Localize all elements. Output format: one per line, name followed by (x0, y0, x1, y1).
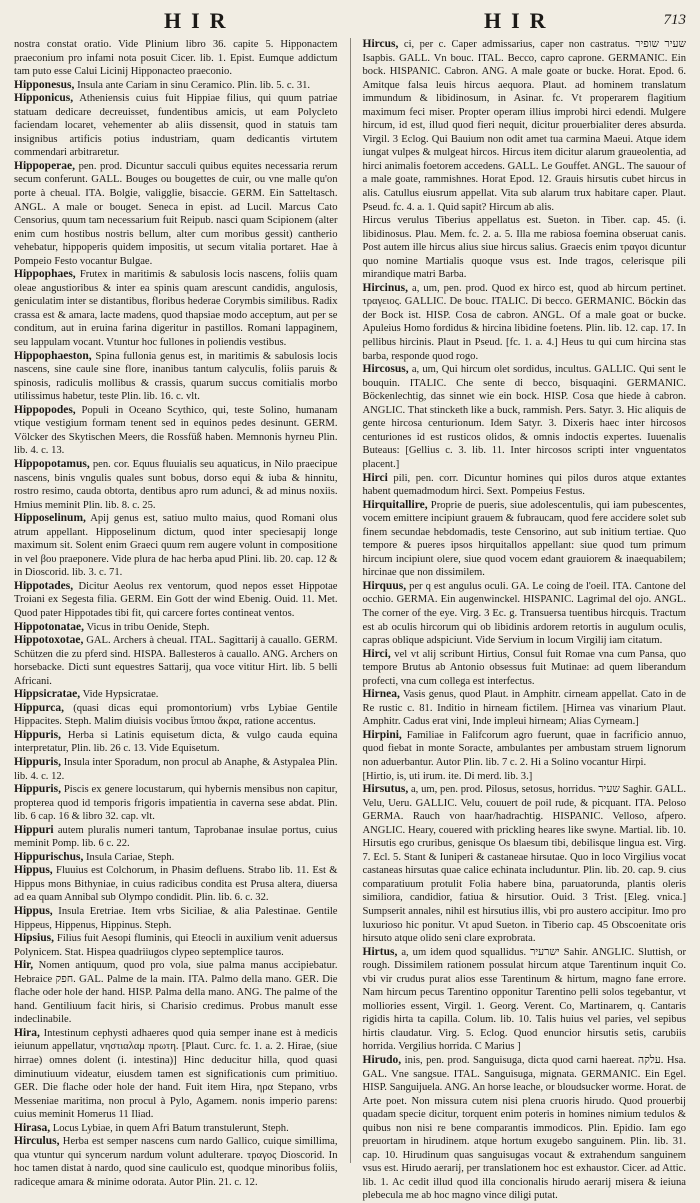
entry-text: Dicitur Aeolus rex ventorum, quod nepos esset Hippotae Troiani ex Segesta filia. GERM. Ein Gott der wind Ebenig. Ouid. 11. Met. Quod pater Hippotades tibi fit, qui carcere fortes contineat ventos. (14, 580, 338, 619)
entry-text: Insula ante Cariam in sinu Ceramico. Plin. lib. 5. c. 31. (77, 79, 311, 91)
entry-headword: Hippotoxotae, (14, 634, 84, 647)
entry-text: Vide Hypsicratae. (82, 689, 159, 701)
entry-headword: Hirasa, (14, 1121, 51, 1134)
dictionary-entry (14, 729, 338, 756)
dictionary-entry (363, 688, 687, 729)
entry-headword: Hirquitallire, (362, 498, 428, 511)
entry-headword: Hirquus, (362, 579, 407, 592)
entry-text: Filius fuit Aesopi fluminis, qui Eteocli in auxilium venit aduersus Polynicem. Stat. Hispea quadriiugos clypeo septemplice tauros. (14, 933, 338, 958)
entry-headword: Hirci (362, 471, 388, 484)
entry-text: Atheniensis cuius fuit Hippiae filius, qui quum patriae statuam dedicare decreuisset, fundentibus amicis, ut eam Polycleto faciendam locaret, vehementer ab aliis dissensit, quod in statuis tam insignibus artificis potius industriam, quam dedicantis virtutem commendari arbitraretur. (14, 93, 338, 159)
running-head-right: HIR (484, 8, 556, 33)
entry-headword: Hipponesus, (14, 78, 75, 91)
entry-text: Vicus in tribu Oenide, Steph. (86, 621, 210, 633)
entry-headword: Hippophaes, (14, 268, 76, 281)
entry-text: Locus Lybiae, in quem Afri Batum transtulerunt, Steph. (52, 1122, 289, 1134)
entry-text: Insula Eretriae. Item vrbs Siciliae, & alia Palestinae. Gentile Hippeus, Hippenus, Hippinus. Steph. (14, 906, 338, 931)
entry-headword: Hircus, (362, 38, 399, 50)
dictionary-entry (14, 702, 338, 729)
running-head (14, 8, 686, 34)
dictionary-entry (363, 1054, 687, 1203)
entry-headword: Hippuris, (14, 755, 61, 768)
entry-headword: Hirpini, (362, 728, 402, 741)
entry-headword: Hippotades, (14, 579, 74, 592)
dictionary-entry (14, 79, 338, 93)
entry-text: a, um, pen. prod. Quod ex hirco est, quod ab hircum pertinet. τραγειος. GALLIC. De bouc. ITALIC. Di becco. GERMANIC. Böckin das der Bock ist. HISP. Cosa de cabron. ANGL. Of a male goat or bucke. Apuleius Homo fordidus & hircina libidine foetens. Plin. lib. 12. cap. 17. In pellibus hircinis. Plaut in Pseud. [fc. 1. a. 4.] Heus tu qui cum hircina stas barba, responde quod rogo. (362, 282, 686, 362)
dictionary-entry (363, 282, 687, 363)
entry-text: ci, per c. Caper admissarius, caper non castratus. שעיר שופיר Isapbis. GALL. Vn bouc. ITAL. Becco, capro caprone. GERMANIC. Ein bock. HISPANIC. Cabron. ANG. A male goate or bucke. Horat. Epod. 6. Amitque falsa leuis hircus aequora. Plaut. ad hominem translatum immundum & libidinosum, in Asinar. fc. Vt properarem flagitium maximum feci miser. Propter operam illius improbi hirci edendi. Mulgere hircum, id est, illud quod fieri nequit, dicitur prouerbialiter deres absurda. Virgil. 3 Eclog. Qui Bauium non odit amet tua carmina Maeui. Atque idem iungat vulpes & mulgeat hircos. Hircus item dicitur alarum graueolentia, ad hirci animalis foetorem accedens. GALL. Le Gouffet. ANGL. The sauour of a male goate, rammishnes. Horat Epod. 12. Grauis hirsutis cubet hircus in alis. Catullus eiusrum appellat. Vita sub alarum trux habitare caper. Plaut. Pseud. fc. 4. a. 1. Quid sapit? Hircum ab alis. (362, 39, 687, 213)
entry-headword: Hipposelinum, (14, 512, 86, 525)
entry-headword: Hira, (14, 1026, 40, 1039)
dictionary-entry (14, 824, 338, 851)
entry-text: Intestinum cephysti adhaeres quod quia semper inane est à medicis ieiunum appellatur, νηστιαλαμ πρωτη. [Plaut. Curc. fc. 1. a. 2. Hirae, (siue hirrae) omnes dolent (i. intestina)] Hinc deducitur hilla, quod quasi diminutiuum videatur, eiusdem tamen est significationis cum primitiuo. GER. Die flache oder hole der hand. Fuit item Hira, ηρα Stepano, vrbs Messeniae maritima, non procul à Pylo, Agamem. nonis imperio parens: cuius meminit Homerus 11 Iliad. (14, 1027, 338, 1121)
right-column (362, 38, 687, 1202)
entry-text: Spina fullonia genus est, in maritimis & sabulosis locis nascens, sine caule sine flore, inanibus tantum calyculis, foliis paruis & spinosis, radiculis mollibus & crassis, quarum succus comitialis morbo utilissimus habetur, teste Plin. lib. 16. c. vlt. (14, 350, 338, 403)
entry-text: pen. prod. Dicuntur sacculi quibus equites necessaria rerum secum conferunt. GALL. Bouges ou bougettes de cuir, ou vne malle qu'on porte à cheual. ITA. Bolgie, valigglie, bisaccie. GERM. Ein Satteltasch. ANGL. A male or bouget. Seneca in epist. ad Lucil. Marcus Cato Censorius, quum tam necessarium fuit Reipub. nasci quam Scipionem (alter enim cum hostibus nostris bellum, alter cum moribus gessit) cantherio vehebatur, hippoperis quidem impositis, ut secum vitalia portaret. Hae à Pompeio Festo vocantur Bulgae. (14, 160, 338, 267)
dictionary-entry (14, 932, 338, 959)
entry-text: Populi in Oceano Scythico, qui, teste Solino, humanam vtique vestigium formam tenent sed in equinos pedes desinunt. GERM. Völcker des Skytischen Meers, die Rossfüß haben. Memnonis hyrneu Plin. lib. 4. c. 13. (14, 404, 338, 457)
entry-headword: Hippuris, (14, 728, 61, 741)
dictionary-entry (363, 648, 687, 689)
dictionary-entry (14, 268, 338, 349)
entry-headword: Hippsicratae, (14, 688, 81, 701)
entry-headword: Hippotonatae, (14, 620, 84, 633)
dictionary-entry (363, 499, 687, 580)
entry-headword: Hirtus, (362, 945, 398, 958)
entry-headword: Hirci, (362, 647, 391, 660)
entry-text: pen. cor. Equus fluuialis seu aquaticus, in Nilo praecipue nascens, binis vngulis quales sunt bobus, dorso equi & iuba & hinnitu, rostro resimo, cauda obtorta, dentibus apro rum adunci, & ad minus noxiis. Hmius meminit Plin. lib. 8. c. 25. (14, 458, 338, 511)
entry-text: Insula inter Sporadum, non procul ab Anaphe, & Astypalea Plin. lib. 4. c. 12. (14, 756, 338, 782)
entry-headword: Hirsutus, (362, 783, 409, 796)
entry-text: pili, pen. corr. Dicuntur homines qui pilos duros atque extantes habent quemadmodum hirci. Sext. Pompeius Festus. (362, 472, 686, 498)
entry-text: nostra constat oratio. Vide Plinium libro 36. capite 5. Hipponactem praeconium pro infami nota posuit Cicer. lib. 1. Epist. Eumque addictum tam puto esse Calui Licinij Hipponacteo praeconio. (14, 39, 338, 78)
entry-text: Frutex in maritimis & sabulosis locis nascens, foliis quam oleae angustioribus & inter ea spinis quam arescunt candidis, angulosis, geniculatim inter se distantibus, floribus hederae Corymbis similibus. Radix crassa est & amara, lacte madens, quod thapsiae modo acceptum, aut per se conditum, aut in eruina farina digeritur in pastillos. Romani lappaginem, seu lappulam vocant. Vtuntur hoc fullones in poliendis vestibus. (14, 269, 338, 349)
entry-text: Vasis genus, quod Plaut. in Amphitr. cirneam appellat. Cato in de Re rustic c. 81. Inditio in hirneam fictilem. [Hirnea vas vinarium Plaut. Amphitr. Cadus erat vini, Inde impleui hirneam; Alias Cyrneam.] (362, 689, 686, 728)
entry-headword: Hircinus, (362, 281, 408, 294)
entry-text: autem pluralis numeri tantum, Taprobanae insulae portus, cuius meminit Pomp. lib. 6 c. 22. (14, 824, 338, 850)
entry-text: Hircus verulus Tiberius appellatus est. Sueton. in Tiber. cap. 45. (i. libidinosus. Plau. Mem. fc. 2. a. 5. Illa me rabiosa foemina obseruat canis. Post autem ille hircus alius siue hircus salius. Graecis enim τραγοι dicuntur quo nomine Martialis quoque vsus est. Inde tragos, celerisque pili mirandique matri Barba. (362, 215, 686, 281)
entry-text: Fluuius est Colchorum, in Phasim defluens. Strabo lib. 11. Est & Hippus mons Bithyniae, in cuius radicibus condita est Prusa altera, diuersa ad ea quam Annibal sub Olympo condidit. Plin. lib. 6. c. 32. (14, 865, 338, 904)
dictionary-entry (14, 634, 338, 688)
dictionary-entry (14, 864, 338, 905)
dictionary-entry (363, 729, 687, 770)
entry-text: [Hirtio, is, uti irum. ite. Di merd. lib. 3.] (362, 770, 533, 782)
entry-headword: Hipsius, (14, 932, 54, 945)
running-head-left: HIR (164, 8, 236, 33)
dictionary-entry (14, 512, 338, 580)
entry-text: per q est angulus oculi. GA. Le coing de l'oeil. ITA. Cantone del occhio. GERMA. Ein augenwinckel. HISPANIC. Lagrimal del ojo. ANGL. The corner of the eye. Virg. 3 Ec. g. Transuersa tuentibus hircquis. Tractum est ab oculis hircorum qui ob libidinis ardorem retortis in augulum oculis, capras oblique adspiciunt. Vide Servium in locum Virgilij iam citatum. (362, 580, 686, 647)
entry-headword: Hippopotamus, (14, 457, 90, 470)
dictionary-entry (363, 363, 687, 471)
entry-headword: Hipponicus, (14, 92, 74, 105)
dictionary-entry (14, 404, 338, 458)
entry-headword: Hippuris, (14, 783, 61, 796)
dictionary-entry (14, 1135, 338, 1189)
entry-text: Nomen antiquum, quod pro vola, siue palma manus accipiebatur. Hebraice חפק. GAL. Palme de la main. ITA. Palmo della mano. GER. Die flache oder hole der hand. HISP. Palma della mano. ANG. The palme of the hand. Gentiliuum facit hiris, si Charisio credimus. Probus manult esse indeclinabile. (14, 960, 338, 1026)
dictionary-entry (363, 946, 687, 1054)
dictionary-entry (363, 38, 687, 214)
entry-text: Proprie de pueris, siue adolescentulis, qui iam pubescentes, vocem emittere incipiunt grauem & fubraucam, quod fere accidere solet sub finem secundae hebdomadis, teste Censorino, aut sub initium tertiae. Quo tempore & pueres ipsos hirquitallos appellant: siue quod tum primum hircum incipiunt olere, siue quod vocem edant grauiorem & inaequabilem; hircinae que non dissimilem. (362, 499, 686, 579)
dictionary-entry (14, 756, 338, 783)
entry-headword: Hippus, (14, 864, 53, 877)
entry-text: Herba est semper nascens cum nardo Gallico, cuique simillima, qua vtuntur qui syncerum nardum volunt adulterare. τραγος Dioscorid. In hoc tamen distat à nardo, quod sine cauliculo est, quodque minoribus foliis, radiceque amara & minime odorata. Autor Plin. 21. c. 12. (14, 1136, 338, 1188)
dictionary-entry (14, 580, 338, 621)
dictionary-entry (14, 783, 338, 824)
dictionary-entry (14, 458, 338, 512)
dictionary-entry (363, 770, 687, 784)
entry-headword: Hippoperae, (14, 159, 76, 172)
entry-text: Insula Cariae, Steph. (86, 851, 175, 863)
entry-headword: Hippus, (14, 905, 53, 917)
entry-text: vel vt alij scribunt Hirtius, Consul fuit Romae vna cum Pansa, quo tempore Brutus ab Antonio obsessus fuit Mutinae: ad quem liberandum profecti, vna cum collega est interfectus. (362, 648, 686, 687)
dictionary-entry (14, 160, 338, 268)
dictionary-entry (14, 350, 338, 404)
dictionary-entry (14, 905, 338, 932)
entry-text: Piscis ex genere locustarum, qui hybernis mensibus non capitur, propterea quod id temporis frigoris impatientia in caverna sese abdat. Plin. lib. 6 cap. 16 & libro 32. cap. vlt. (14, 784, 338, 823)
dictionary-entry (363, 783, 687, 946)
dictionary-entry (14, 959, 338, 1027)
entry-headword: Hippurischus, (14, 850, 84, 863)
dictionary-entry (14, 1027, 338, 1122)
entry-headword: Hippopodes, (14, 403, 76, 416)
dictionary-entry (14, 38, 338, 79)
entry-headword: Hippuri (14, 823, 54, 836)
dictionary-columns (14, 38, 687, 1202)
left-column (14, 38, 338, 1188)
entry-headword: Hir, (14, 959, 34, 972)
dictionary-entry (363, 580, 687, 648)
dictionary-entry (14, 688, 338, 702)
dictionary-entry (14, 92, 338, 160)
entry-text: (quasi dicas equi promontorium) vrbs Lybiae Gentile Hippacites. Steph. Malim diuisis vocibus ἵππου ἄκρα, ratione accentus. (14, 702, 338, 728)
entry-text: a, um, Qui hircum olet sordidus, incultus. GALLIC. Qui sent le bouquin. ITALIC. Che sente di becco, bisquaqini. GERMANIC. Böckenlechtig, das sinnet wie ein bock. HISP. Cosa que hiede à cabron. ANGLIC. That stincketh like a buck, rammish. Pers. Satyr. 3. Hic aliquis de gente hircosa centurionum. Idem Satyr. 3. Dixeris haec inter hircosos centuriones id est rusticos olidos, & omnis indoctis expertes. Iuuenalis Buteaus: [Gellius c. 3. lib. 11. Inter hircosos scripti inter vnguentatos placent.] (362, 364, 686, 470)
entry-text: Herba si Latinis equisetum dicta, & vulgo cauda equina interpretatur, Plin. lib. 26 c. 13. Vide Equisetum. (14, 729, 338, 755)
entry-text: a, um idem quod squallidus. ישרעיר Sahir. ANGLIC. Sluttish, or rough. Dissimilem rationem possulat hircum atque Tarentinum inquit Co. vbi vir crudus purat alios esse Tarentinum & hirtum, magno fane errore. Nam hircum pecus Tarentino opponitur Tarentino pelli solos tegebantur, vt molliories essent, Virgil. 1. Georg. Verent. Co, Martinarem, q. Cantaris rigidis hirta ta capilla. Colum. lib. 10. Talis huius vel paries, vel sepibus hirtis claudatur. Virg. 5. Eclog. Quod enuncior hirsutis setis, carubiis horrida. Vergilius horrida. C Marius ] (362, 946, 686, 1053)
entry-headword: Hircosus, (362, 363, 409, 376)
entry-text: Apij genus est, satiuo multo maius, quod Romani olus atrum appellant. Hipposelinum dictum, quod inter speciesapij longe maximum sit. Solent enim Graeci quum rem augere volunt in compositione in vel βου praeponere. Vide plura de hac herba apud Plini. lib. 20. cap. 12 & in Dioscorid. lib. 3. c. 71. (14, 513, 338, 579)
entry-headword: Hirculus, (14, 1135, 60, 1148)
entry-headword: Hippophaeston, (14, 349, 92, 362)
dictionary-entry (14, 621, 338, 635)
dictionary-entry (14, 851, 338, 865)
entry-headword: Hirnea, (362, 688, 400, 701)
dictionary-entry (363, 472, 687, 499)
entry-headword: Hirudo, (362, 1054, 402, 1067)
dictionary-entry (363, 214, 687, 282)
entry-text: inis, pen. prod. Sanguisuga, dicta quod carni haereat. עלקה. Hsa. GAL. Vne sangsue. ITAL. Sanguisuga, mignata. GERMANIC. Ein Egel. HISP. Sanguijuela. ANG. An horse leache, or bloudsucker worme. Horat. de Arte poet. Non missura cutem nisi plena cruoris hirudo. Quod prouerbij quadam specie dicitur, torquent enim poteris in homines nimium tedulos & quibus non nisi re bene comparantis immodicos. Plin. Epidio. Iam ego preuortam in hirudinem. atque hortum exugebo sanguinem. Plin. lib. 31. cap. 10. Hirudinum quas sanguisugas vocaut & extrahendum sanguinem vsus est. Hirudo aerarij, per translationem hoc est exhaustor. Cicer. ad Attic. lib. 1. Ac cedit illud quod illa concionalis hirudo aerarij misera & ieiuna plebecula me ab hoc magno vince diligi putat. (362, 1055, 686, 1202)
entry-text: a, um, pen. prod. Pilosus, setosus, horridus. שעיר Saghir. GALL. Velu, Ueru. GALLIC. Velu, couuert de poil rude, & picquant. ITA. Peloso GERMA. Rauch von haar/hadrachtig. HISPANIC. Velloso, afpero. ANGLIC. Heary, couered with prickling heares like swyne. Martial. lib. 10. Hirsutis ego cruribus, genisque Os blaesum tibi, debilisque lingua est. Virg. 7. Ecl. 5. Stant & Iuniperi & castaneae hirsutae. Quo in loco Virgilius vocat castaneas hirsutas quae calice echinata includuntur. Plin. lib. 20. cap. 9. cius comparatiuum protulit Folia habere bina, paruatorunda, plantis oleris similiora, candidior, fatiua & hirsutior. Ouid. 3 Trist. [Eleg. vnica.] Sumpserit annales, nihil est hirsutius illis, vbi pro austero accipitur. Imo pro luxurioso hic ponitur. Vt apud Sueton. in Tiberio cap. 45 Obscoenitate oris hirsuto atque olido seni clare exprobrata. (362, 784, 686, 945)
entry-text: GAL. Archers à cheual. ITAL. Sagittarij à cauallo. GERM. Schützen die zu pferd sind. HISPA. Ballesteros à cauallo. ANG. Archers on horsebacke. Dicti sunt equestres Sattarij, qua voce vititur Hirt. lib. 5 belli Africani. (14, 635, 338, 687)
column-divider (350, 38, 351, 1163)
dictionary-entry (14, 1122, 338, 1136)
entry-text: Familiae in Falifcorum agro fuerunt, quae in facrificio annuo, quod fiebat in monte Soracte, ambulantes per ambustam struem lignorum non aduerbantur. Autor Plin. lib. 7 c. 2. Hi a Solino vocantur Hirpi. (362, 729, 686, 768)
entry-headword: Hippurca, (14, 701, 64, 714)
page-number: 713 (663, 12, 686, 28)
